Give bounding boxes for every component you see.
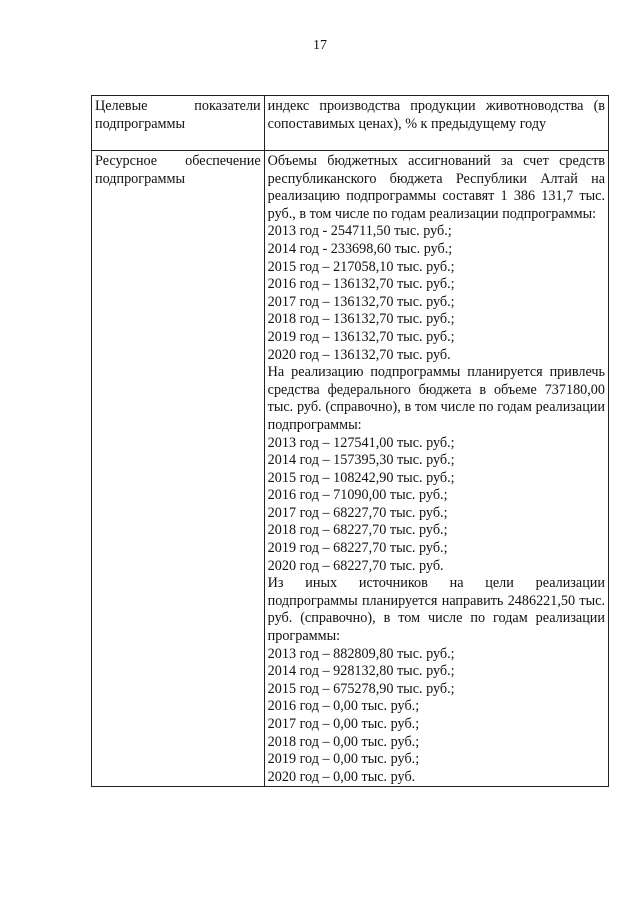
resources-value (264, 151, 608, 787)
republic-year-line: 2015 год – 217058,10 тыс. руб.; (267, 258, 455, 275)
table-row-targets (92, 96, 609, 151)
federal-year-line: 2020 год – 68227,70 тыс. руб. (267, 557, 444, 574)
other-year-line: 2016 год – 0,00 тыс. руб.; (267, 698, 420, 715)
other-year-line: 2013 год – 882809,80 тыс. руб.; (267, 645, 455, 662)
targets-value: индекс производства продукции животноводства (в сопоставимых ценах), % к предыдущему году (264, 96, 608, 151)
other-year-line: 2017 год – 0,00 тыс. руб.; (267, 716, 420, 732)
republic-year-line: 2017 год – 136132,70 тыс. руб.; (267, 293, 455, 310)
other-year-line: 2019 год – 0,00 тыс. руб.; (267, 751, 420, 768)
federal-year-line: 2016 год – 71090,00 тыс. руб.; (267, 487, 448, 504)
republic-year-line: 2020 год – 136132,70 тыс. руб. (267, 346, 451, 363)
other-sources-intro: Из иных источников на цели реализации подпрограммы планируется направить 2486221,50 тыс. руб. (справочно), в том числе по годам реализации программы: (267, 575, 605, 645)
federal-year-line: 2015 год – 108242,90 тыс. руб.; (267, 469, 455, 486)
federal-year-line: 2019 год – 68227,70 тыс. руб.; (267, 540, 448, 557)
other-year-line: 2020 год – 0,00 тыс. руб. (267, 768, 416, 785)
federal-year-line: 2017 год – 68227,70 тыс. руб.; (267, 504, 448, 521)
passport-table (91, 95, 609, 787)
other-year-line: 2015 год – 675278,90 тыс. руб.; (267, 680, 455, 697)
republic-year-line: 2014 год - 233698,60 тыс. руб.; (267, 240, 453, 257)
federal-year-line: 2018 год – 68227,70 тыс. руб.; (267, 522, 448, 539)
resources-label: Ресурсное обеспечение подпрограммы (92, 151, 265, 787)
other-year-line: 2014 год – 928132,80 тыс. руб.; (267, 663, 455, 680)
targets-label: Целевые показатели подпрограммы (92, 96, 265, 151)
table-row-resources (92, 151, 609, 787)
republic-year-line: 2013 год - 254711,50 тыс. руб.; (267, 223, 452, 240)
federal-year-line: 2014 год – 157395,30 тыс. руб.; (267, 452, 455, 469)
republic-year-line: 2016 год – 136132,70 тыс. руб.; (267, 276, 455, 293)
page-number: 17 (313, 38, 327, 53)
other-year-line: 2018 год – 0,00 тыс. руб.; (267, 733, 420, 750)
republic-year-line: 2018 год – 136132,70 тыс. руб.; (267, 311, 455, 328)
federal-budget-intro: На реализацию подпрограммы планируется привлечь средства федерального бюджета в объеме 737180,00 тыс. руб. (справочно), в том числе по годам реализации подпрограммы: (267, 364, 605, 433)
federal-year-line: 2013 год – 127541,00 тыс. руб.; (267, 434, 455, 451)
republic-year-line: 2019 год – 136132,70 тыс. руб.; (267, 328, 455, 345)
republic-budget-intro: Объемы бюджетных ассигнований за счет средств республиканского бюджета Республики Алтай на реализацию подпрограммы составят 1 386 131,7 тыс. руб., в том числе по годам реализации подпрограммы: (267, 153, 605, 222)
